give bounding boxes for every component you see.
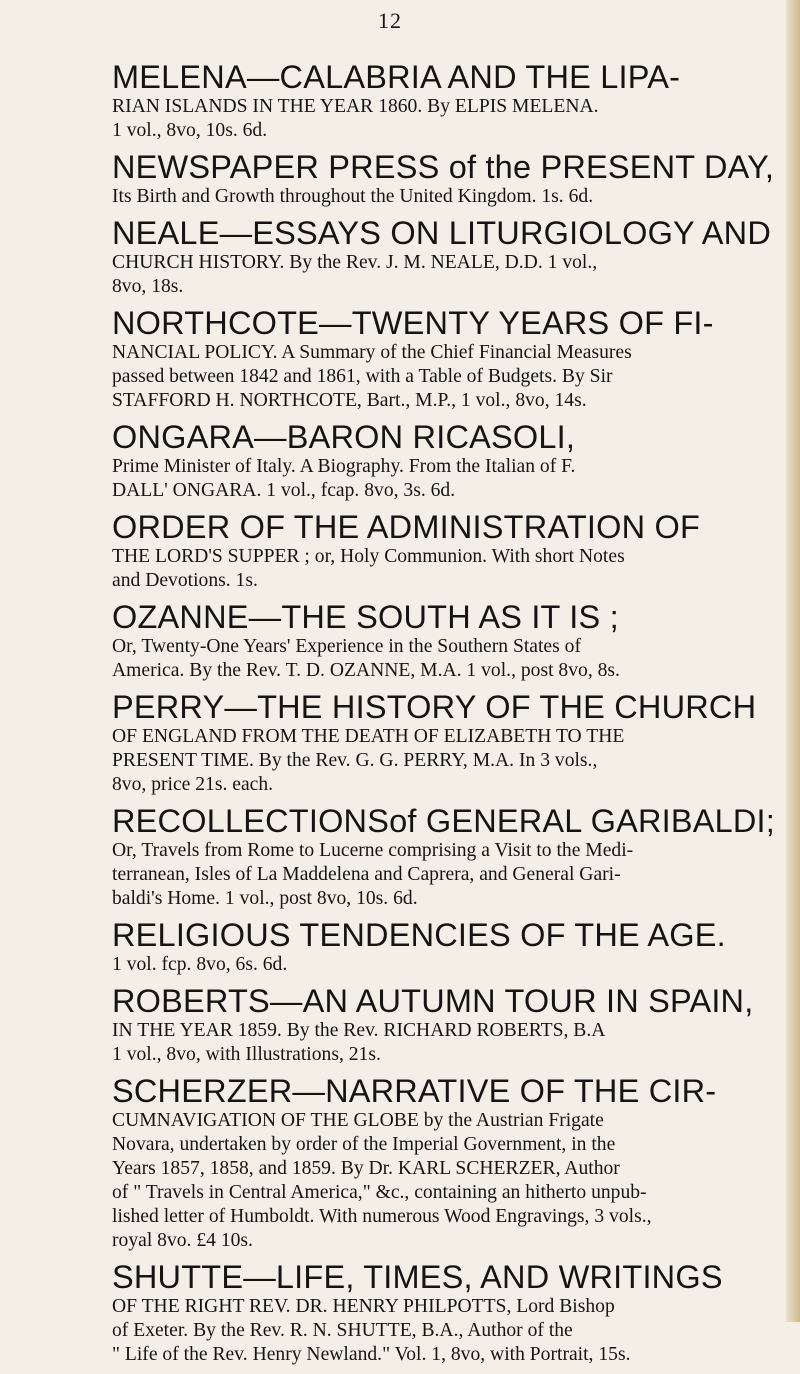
catalogue-entry [112, 1074, 792, 1253]
entry-heading: OZANNE—THE SOUTH AS IT IS ; [112, 599, 619, 635]
entry-description-line: 8vo, price 21s. each. [112, 774, 274, 795]
entry-description-line: 1 vol. fcp. 8vo, 6s. 6d. [112, 954, 288, 975]
entry-description-line: 1 vol., 8vo, 10s. 6d. [112, 120, 268, 141]
entry-description-line: Its Birth and Growth throughout the United Kingdom. 1s. 6d. [112, 186, 594, 207]
entry-description-line: baldi's Home. 1 vol., post 8vo, 10s. 6d. [112, 888, 418, 909]
entry-description-line: IN THE YEAR 1859. By the Rev. RICHARD ROBERTS, B.A [112, 1020, 606, 1041]
catalogue-entry [112, 690, 792, 797]
catalogue-entry [112, 984, 792, 1067]
entry-description-line: Novara, undertaken by order of the Imperial Government, in the [112, 1134, 616, 1155]
catalogue-entry [112, 918, 792, 977]
entry-description-line: Or, Twenty-One Years' Experience in the Southern States of [112, 636, 581, 657]
entry-description-line: CUMNAVIGATION OF THE GLOBE by the Austrian Frigate [112, 1110, 604, 1131]
entry-description-line: passed between 1842 and 1861, with a Table of Budgets. By Sir [112, 366, 613, 387]
catalogue-entry [112, 804, 792, 911]
entry-heading: NEWSPAPER PRESS of the PRESENT DAY, [112, 149, 775, 185]
entry-heading: RELIGIOUS TENDENCIES OF THE AGE. [112, 917, 726, 953]
catalogue-entry [112, 600, 792, 683]
page-number: 12 [378, 8, 402, 33]
catalogue-entry [112, 1260, 792, 1367]
entry-description-line: STAFFORD H. NORTHCOTE, Bart., M.P., 1 vol., 8vo, 14s. [112, 390, 587, 411]
catalogue-entry [112, 216, 792, 299]
entry-description-line: DALL' ONGARA. 1 vol., fcap. 8vo, 3s. 6d. [112, 480, 456, 501]
entry-description-line: of Exeter. By the Rev. R. N. SHUTTE, B.A., Author of the [112, 1320, 573, 1341]
entry-heading: SCHERZER—NARRATIVE OF THE CIR- [112, 1073, 717, 1109]
entry-description-line: royal 8vo. £4 10s. [112, 1230, 253, 1251]
entry-description-line: Years 1857, 1858, and 1859. By Dr. KARL SCHERZER, Author [112, 1158, 620, 1179]
entry-heading: SHUTTE—LIFE, TIMES, AND WRITINGS [112, 1259, 723, 1295]
entry-heading: ORDER OF THE ADMINISTRATION OF [112, 509, 701, 545]
entry-description-line: lished letter of Humboldt. With numerous Wood Engravings, 3 vols., [112, 1206, 652, 1227]
entry-description-line: 1 vol., 8vo, with Illustrations, 21s. [112, 1044, 381, 1065]
entry-description-line: and Devotions. 1s. [112, 570, 258, 591]
entry-description-line: Prime Minister of Italy. A Biography. From the Italian of F. [112, 456, 576, 477]
catalogue-entry [112, 306, 792, 413]
entry-description-line: America. By the Rev. T. D. OZANNE, M.A. 1 vol., post 8vo, 8s. [112, 660, 620, 681]
entry-description-line: PRESENT TIME. By the Rev. G. G. PERRY, M.A. In 3 vols., [112, 750, 598, 771]
entry-heading: NEALE—ESSAYS ON LITURGIOLOGY AND [112, 215, 772, 251]
entry-description-line: CHURCH HISTORY. By the Rev. J. M. NEALE, D.D. 1 vol., [112, 252, 598, 273]
catalogue-entry [112, 150, 792, 209]
entry-description-line: of " Travels in Central America," &c., containing an hitherto unpub- [112, 1182, 647, 1203]
entry-heading: ONGARA—BARON RICASOLI, [112, 419, 576, 455]
entry-description-line: THE LORD'S SUPPER ; or, Holy Communion. With short Notes [112, 546, 625, 567]
catalogue-entry [112, 60, 792, 143]
entry-description-line: Or, Travels from Rome to Lucerne comprising a Visit to the Medi- [112, 840, 634, 861]
catalogue-entry [112, 510, 792, 593]
entry-description-line: OF THE RIGHT REV. DR. HENRY PHILPOTTS, Lord Bishop [112, 1296, 615, 1317]
entry-heading: MELENA—CALABRIA AND THE LIPA- [112, 59, 681, 95]
entry-description-line: RIAN ISLANDS IN THE YEAR 1860. By ELPIS MELENA. [112, 96, 599, 117]
entry-description-line: NANCIAL POLICY. A Summary of the Chief Financial Measures [112, 342, 632, 363]
catalogue-list [112, 60, 792, 1374]
entry-heading: NORTHCOTE—TWENTY YEARS OF FI- [112, 305, 714, 341]
entry-description-line: " Life of the Rev. Henry Newland." Vol. 1, 8vo, with Portrait, 15s. [112, 1344, 631, 1365]
entry-heading: ROBERTS—AN AUTUMN TOUR IN SPAIN, [112, 983, 754, 1019]
entry-description-line: 8vo, 18s. [112, 276, 184, 297]
entry-heading: RECOLLECTIONSof GENERAL GARIBALDI; [112, 803, 776, 839]
catalogue-entry [112, 420, 792, 503]
entry-description-line: terranean, Isles of La Maddelena and Caprera, and General Gari- [112, 864, 621, 885]
entry-heading: PERRY—THE HISTORY OF THE CHURCH [112, 689, 757, 725]
entry-description-line: OF ENGLAND FROM THE DEATH OF ELIZABETH TO THE [112, 726, 625, 747]
